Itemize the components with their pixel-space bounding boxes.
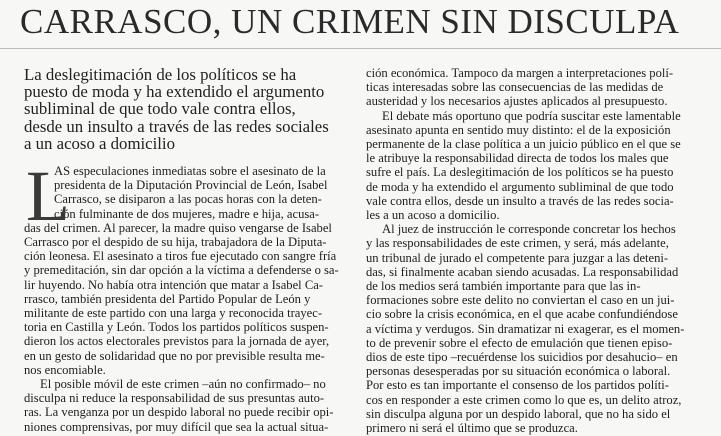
body-line: rrasco, también presidenta del Partido Popular de León y — [24, 291, 311, 306]
body-line: a víctima y verdugos. Sin dramatizar ni exagerar, es el momen- — [366, 321, 685, 336]
body-line: vale contra ellos, desde un insulto a través de las redes socia- — [366, 193, 674, 208]
body-line: Carrasco, se disiparon a las pocas horas con la deten- — [54, 192, 322, 207]
body-line: dieron los actos electorales previstos para la jornada de ayer, — [24, 334, 330, 349]
body-line: das, si finalmente acaban siendo acusadas. La responsabilidad — [366, 264, 679, 279]
body-line: de los medios será también importante para que las in- — [366, 279, 641, 294]
subhead-line: a un acoso a domicilio — [24, 133, 175, 153]
subhead — [24, 66, 350, 152]
body-line: les a un acoso a domicilio. — [366, 208, 500, 223]
body-line: cio sobre la crisis económica, en el que acabe confundiéndose — [366, 307, 678, 322]
body-line: ción fulminante de dos mujeres, madre e hija, acusa- — [54, 206, 320, 221]
body-line: dios de este tipo –recuérdense los suicidios por desahucio– en — [366, 350, 678, 365]
right-column — [366, 66, 700, 435]
body-line: austeridad y los necesarios ajustes aplicados al presupuesto. — [366, 94, 668, 109]
body-line: sufre el país. La deslegitimación de los políticos se ha puesto — [366, 165, 674, 180]
body-line: to de prevenir sobre el efecto de emulación que tienen episo- — [366, 335, 673, 350]
body-line: le atribuye la responsabilidad directa de todos los males que — [366, 151, 669, 166]
body-line: sin disculpa alguna por un despido laboral, que no ha sido el — [366, 406, 671, 421]
body-line: El posible móvil de este crimen –aún no confirmado– no — [40, 377, 326, 392]
body-line: nos encomiable. — [24, 362, 106, 377]
body-line: Al juez de instrucción le corresponde concretar los hechos — [382, 222, 676, 237]
body-line: formaciones sobre este delito no conviertan el caso en un jui- — [366, 293, 675, 308]
body-line: das del crimen. Al parecer, la madre quiso vengarse de Isabel — [24, 220, 332, 235]
body-line: y premeditación, sin dar opción a la víctima a defenderse o sa- — [24, 263, 339, 278]
body-line: militante de este partido con una larga y reconocida trayec- — [24, 306, 323, 321]
body-line: permanente de la clase política a un juicio público en el que se — [366, 137, 681, 152]
headline-rule — [0, 48, 721, 49]
body-line: lir huyendo. No había otra intención que matar a Isabel Ca- — [24, 277, 323, 292]
body-line: ras. La venganza por un despido laboral no puede recibir opi- — [24, 405, 334, 420]
subhead-line: subliminal de que todo vale contra ellos, — [24, 99, 296, 119]
body-line: Por esto es tan importante el consenso de los partidos políti- — [366, 378, 669, 393]
body-line: ción leonesa. El asesinato a tiros fue ejecutado con sangre fría — [24, 249, 337, 264]
body-line: de moda y ha extendido el argumento subliminal de que todo — [366, 179, 674, 194]
body-line: AS especulaciones inmediatas sobre el asesinato de la — [54, 164, 326, 178]
body-line: presidenta de la Diputación Provincial de León, Isabel — [54, 178, 328, 193]
body-line: El debate más oportuno que podría suscitar este lamentable — [382, 108, 681, 123]
subhead-line: desde un insulto a través de las redes sociales — [24, 116, 329, 136]
body-line: cos en responder a este crimen como lo que es, un delito atroz, — [366, 392, 682, 407]
body-line: disculpa ni reduce la responsabilidad de sus presuntas auto- — [24, 391, 325, 406]
body-line: primero ni será el último que se produzca. — [366, 421, 578, 436]
body-line: toria en Castilla y León. Todos los partidos políticos suspen- — [24, 320, 329, 335]
headline: CARRASCO, UN CRIMEN SIN DISCULPA — [20, 2, 680, 41]
left-column — [24, 156, 358, 434]
body-line: en un gesto de solidaridad que no por previsible resulta me- — [24, 348, 325, 363]
subhead-line: puesto de moda y ha extendido el argumento — [24, 82, 325, 102]
subhead-line: La deslegitimación de los políticos se ha — [24, 65, 297, 84]
body-line: y las responsabilidades de este crimen, y será, más adelante, — [366, 236, 669, 251]
body-line: ción económica. Tampoco da margen a interpretaciones polí- — [366, 66, 674, 80]
body-line: personas desesperadas por su situación económica o laboral. — [366, 364, 671, 379]
body-line: niones comprensivas, por muy difícil que sea la actual situa- — [24, 419, 329, 434]
body-line: asesinato apunta en sentido muy distinto: el de la exposición — [366, 122, 671, 137]
body-line: un tribunal de jurado el competente para juzgar a las deteni- — [366, 250, 669, 265]
body-line: ticas interesadas sobre las consecuencias de las medidas de — [366, 80, 664, 95]
drop-cap: L — [26, 156, 70, 236]
body-line: Carrasco por el despido de su hija, trabajadora de la Diputa- — [24, 235, 327, 250]
